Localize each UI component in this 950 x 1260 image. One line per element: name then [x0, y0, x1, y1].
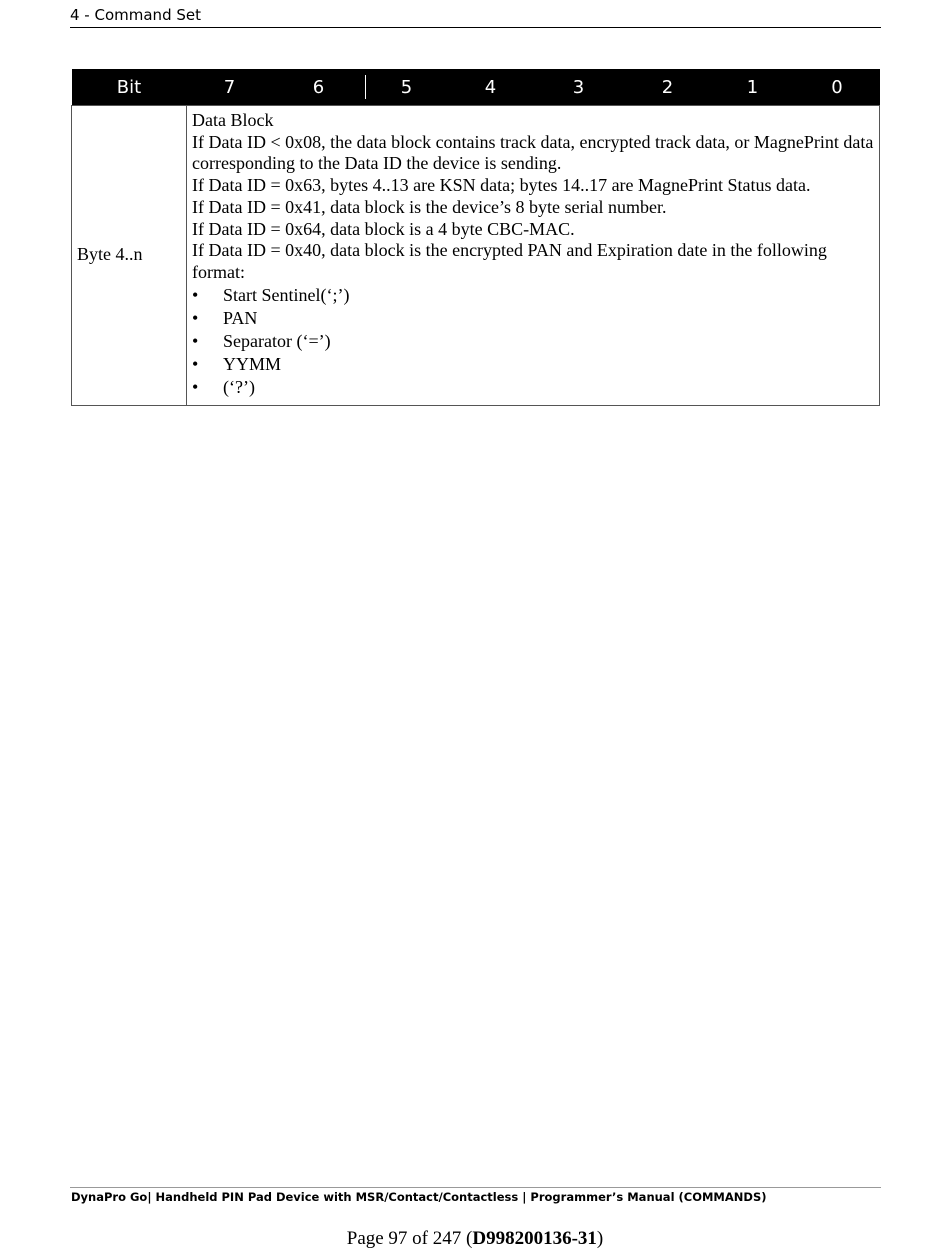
- bit-header-5: 5: [365, 69, 449, 106]
- bit-header-0: 0: [795, 69, 880, 106]
- bit-header-1: 1: [711, 69, 795, 106]
- list-item: • PAN: [192, 307, 874, 330]
- description-line: Data Block: [192, 110, 274, 130]
- page-prefix: Page 97 of 247 (: [346, 1228, 473, 1249]
- format-list: [192, 284, 874, 399]
- doc-number: D998200136-31: [472, 1228, 597, 1249]
- bit-header-row: [72, 69, 880, 106]
- section-title: 4 - Command Set: [70, 6, 201, 24]
- footer-divider: [70, 1187, 881, 1188]
- list-item: • Start Sentinel(‘;’): [192, 284, 874, 307]
- description-line: If Data ID = 0x40, data block is the encrypted PAN and Expiration date in the following format:: [192, 240, 827, 282]
- description-line: If Data ID = 0x63, bytes 4..13 are KSN data; bytes 14..17 are MagnePrint Status data.: [192, 175, 811, 196]
- row-label: Byte 4..n: [72, 106, 187, 406]
- bit-table: [71, 69, 880, 406]
- page-header: [70, 6, 881, 28]
- footer-text: DynaPro Go| Handheld PIN Pad Device with MSR/Contact/Contactless | Programmer’s Manual (COMMANDS): [71, 1190, 767, 1204]
- description-line: If Data ID < 0x08, the data block contains track data, encrypted track data, or MagnePrint data corresponding to the Data ID the device is sending.: [192, 131, 874, 174]
- description-line: If Data ID = 0x41, data block is the device’s 8 byte serial number.: [192, 196, 667, 217]
- bit-header-7: 7: [187, 69, 273, 106]
- row-description: [187, 106, 880, 406]
- description-line: If Data ID = 0x64, data block is a 4 byte CBC-MAC.: [192, 218, 575, 239]
- list-item: • (‘?’): [192, 376, 874, 399]
- bit-header-3: 3: [533, 69, 625, 106]
- bit-header-label: Bit: [72, 69, 187, 106]
- page-number: [0, 1228, 950, 1250]
- table-row: [72, 106, 880, 406]
- list-item: • YYMM: [192, 353, 874, 376]
- page-suffix: ): [596, 1228, 604, 1249]
- bit-header-4: 4: [449, 69, 533, 106]
- bit-header-2: 2: [625, 69, 711, 106]
- bit-header-6: 6: [273, 69, 365, 106]
- list-item: • Separator (‘=’): [192, 330, 874, 353]
